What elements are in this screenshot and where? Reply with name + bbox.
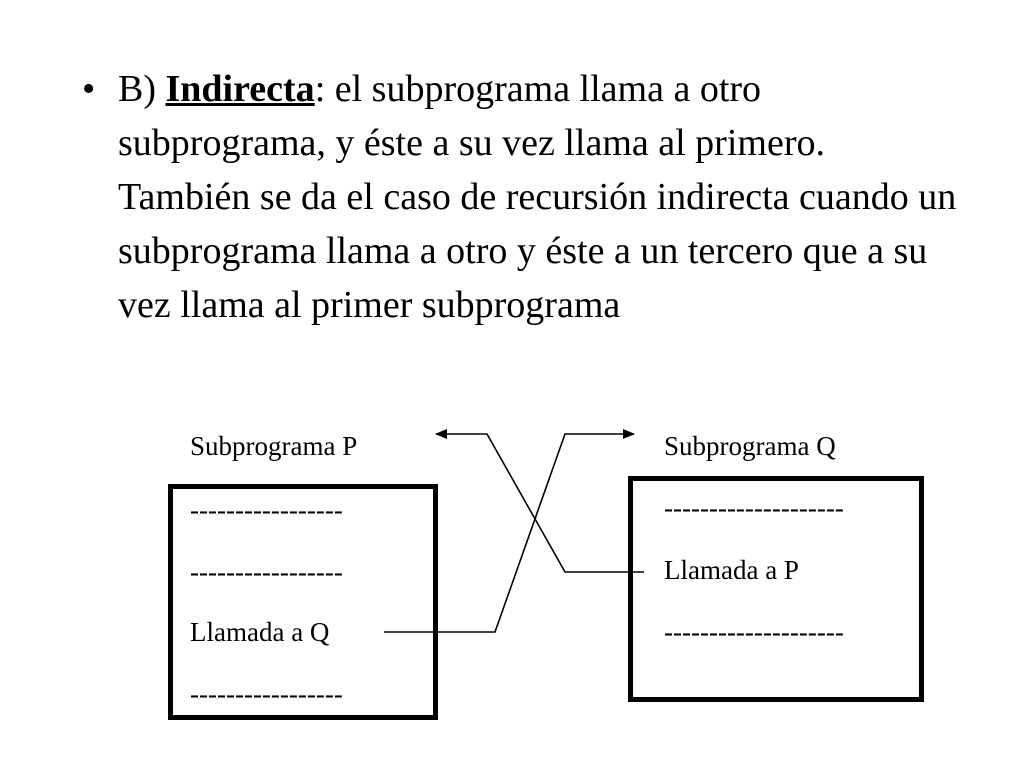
bullet-body: : el subprograma llama a otro subprograma, y éste a su vez llama al primero. También se da el caso de recursión indirecta cuando un subprograma llama a otro y éste a un tercero que a su vez llama al primer subprograma	[118, 68, 957, 326]
right-box-line-2: --------------------	[664, 617, 844, 647]
bullet-prefix: B)	[118, 68, 166, 110]
left-box-line-2: -----------------	[190, 557, 343, 587]
left-box-line-3: -----------------	[190, 679, 343, 709]
left-box-line-1: -----------------	[190, 495, 343, 525]
bullet-term: Indirecta	[165, 68, 315, 110]
connector-p-to-q-arrow	[384, 434, 634, 632]
right-box-line-1: --------------------	[664, 493, 844, 523]
bullet-icon: •	[82, 68, 96, 110]
right-box-title: Subprograma Q	[664, 431, 836, 461]
right-box-call: Llamada a P	[664, 555, 799, 585]
left-box-call: Llamada a Q	[190, 617, 330, 647]
left-box-title: Subprograma P	[190, 431, 358, 461]
